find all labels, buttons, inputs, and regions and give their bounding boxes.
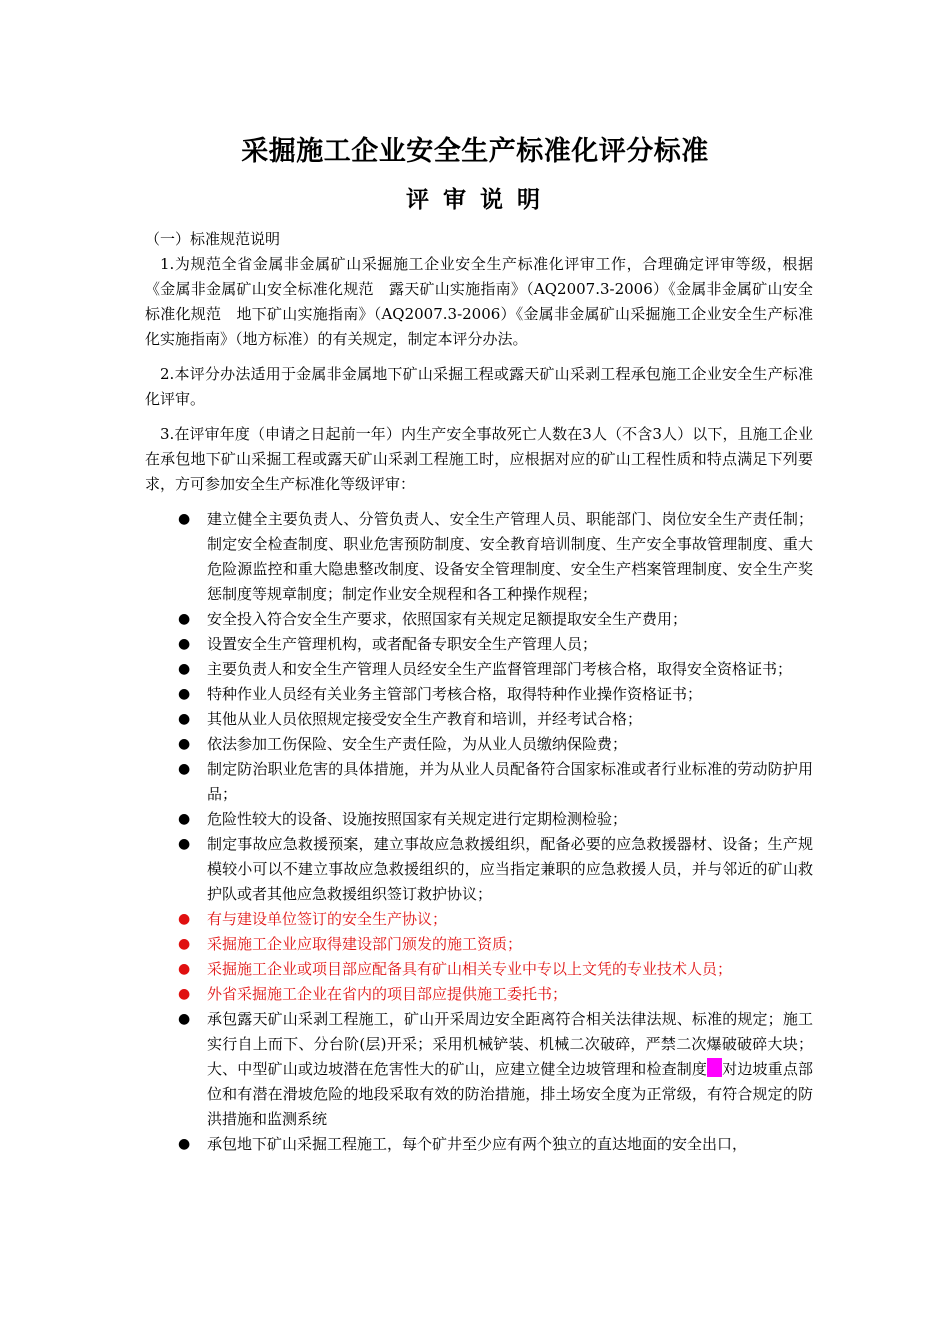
list-item-red [145, 932, 813, 957]
list-item [145, 682, 813, 707]
bullet-icon: ● [178, 986, 191, 1002]
list-item [145, 657, 813, 682]
list-item-text: 主要负责人和安全生产管理人员经安全生产监督管理部门考核合格，取得安全资格证书； [207, 660, 793, 678]
paragraph-2: 2.本评分办法适用于金属非金属地下矿山采掘工程或露天矿山采剥工程承包施工企业安全生产标准化评审。 [145, 365, 813, 408]
list-item-text: 建立健全主要负责人、分管负责人、安全生产管理人员、职能部门、岗位安全生产责任制；制定安全检查制度、职业危害预防制度、安全教育培训制度、生产安全事故管理制度、重大危险源监控和重大隐患整改制度、设备安全管理制度、安全生产档案管理制度、安全生产奖惩制度等规章制度；制定作业安全规程和各工种操作规程； [207, 510, 813, 603]
list-item-red [145, 982, 813, 1007]
list-item-text-part-2: 对边坡重点部位和有潜在滑坡危险的地段采取有效的防治措施，排土场安全度为正常级，有符合规定的防洪措施和监测系统 [207, 1060, 813, 1128]
bullet-icon: ● [178, 736, 191, 752]
bullet-icon: ● [178, 1136, 191, 1152]
list-item [145, 632, 813, 657]
list-item-text: 有与建设单位签订的安全生产协议； [207, 910, 448, 928]
list-item-red [145, 957, 813, 982]
bullet-icon: ● [178, 936, 191, 952]
bullet-icon: ● [178, 711, 191, 727]
list-item [145, 732, 813, 757]
paragraph-1: 1.为规范全省金属非金属矿山采掘施工企业安全生产标准化评审工作，合理确定评审等级，根据《金属非金属矿山安全标准化规范 露天矿山实施指南》（AQ2007.3-2006）《金属非金属矿山安全标准化规范 地下矿山实施指南》（AQ2007.3-2006）《金属非金属矿山采掘施工企业安全生产标准化实施指南》（地方标准）的有关规定，制定本评分办法。 [145, 255, 813, 348]
list-item-text: 其他从业人员依照规定接受安全生产教育和培训，并经考试合格； [207, 710, 643, 728]
list-item-text: 设置安全生产管理机构，或者配备专职安全生产管理人员； [207, 635, 598, 653]
requirements-list [145, 507, 813, 1157]
document-subtitle: 评审说明 [406, 187, 554, 213]
list-item-text: 采掘施工企业或项目部应配备具有矿山相关专业中专以上文凭的专业技术人员； [207, 960, 733, 978]
bullet-icon: ● [178, 961, 191, 977]
list-item [145, 832, 813, 907]
list-item-text: 外省采掘施工企业在省内的项目部应提供施工委托书； [207, 985, 568, 1003]
bullet-icon: ● [178, 1011, 191, 1027]
bullet-icon: ● [178, 661, 191, 677]
bullet-icon: ● [178, 911, 191, 927]
list-item-text: 制定防治职业危害的具体措施，并为从业人员配备符合国家标准或者行业标准的劳动防护用品； [207, 760, 813, 803]
list-item-text: 依法参加工伤保险、安全生产责任险，为从业人员缴纳保险费； [207, 735, 628, 753]
bullet-icon: ● [178, 836, 191, 852]
list-item-text: 危险性较大的设备、设施按照国家有关规定进行定期检测检验； [207, 810, 628, 828]
list-item [145, 507, 813, 607]
document-title: 采掘施工企业安全生产标准化评分标准 [241, 136, 709, 167]
list-item-red [145, 907, 813, 932]
bullet-icon: ● [178, 611, 191, 627]
bullet-icon: ● [178, 811, 191, 827]
bullet-icon: ● [178, 511, 191, 527]
bullet-icon: ● [178, 686, 191, 702]
list-item-text: 制定事故应急救援预案，建立事故应急救援组织，配备必要的应急救援器材、设备；生产规模较小可以不建立事故应急救援组织的，应当指定兼职的应急救援人员，并与邻近的矿山救护队或者其他应急救援组织签订救护协议； [207, 835, 813, 903]
list-item [145, 707, 813, 732]
list-item [145, 807, 813, 832]
document-body [145, 227, 813, 1157]
list-item-text-part-1: 承包露天矿山采剥工程施工，矿山开采周边安全距离符合相关法律法规、标准的规定；施工实行自上而下、分台阶(层)开采；采用机械铲装、机械二次破碎，严禁二次爆破破碎大块；大、中型矿山或边坡潜在危害性大的矿山，应建立健全边坡管理和检查制度 [207, 1010, 813, 1078]
list-item [145, 607, 813, 632]
list-item-text: 安全投入符合安全生产要求，依照国家有关规定足额提取安全生产费用； [207, 610, 688, 628]
section-heading: （一）标准规范说明 [145, 230, 281, 248]
list-item-text [207, 1007, 813, 1132]
list-item [145, 1007, 813, 1132]
list-item-text: 采掘施工企业应取得建设部门颁发的施工资质； [207, 935, 523, 953]
bullet-icon: ● [178, 636, 191, 652]
list-item-text: 特种作业人员经有关业务主管部门考核合格，取得特种作业操作资格证书； [207, 685, 703, 703]
paragraph-3: 3.在评审年度（申请之日起前一年）内生产安全事故死亡人数在3人（不含3人）以下，且施工企业在承包地下矿山采掘工程或露天矿山采剥工程施工时，应根据对应的矿山工程性质和特点满足下列要求，方可参加安全生产标准化等级评审： [145, 425, 813, 493]
list-item-text: 承包地下矿山采掘工程施工，每个矿井至少应有两个独立的直达地面的安全出口， [207, 1135, 748, 1153]
list-item [145, 757, 813, 807]
highlight-mark [707, 1058, 722, 1077]
list-item [145, 1132, 813, 1157]
bullet-icon: ● [178, 761, 191, 777]
